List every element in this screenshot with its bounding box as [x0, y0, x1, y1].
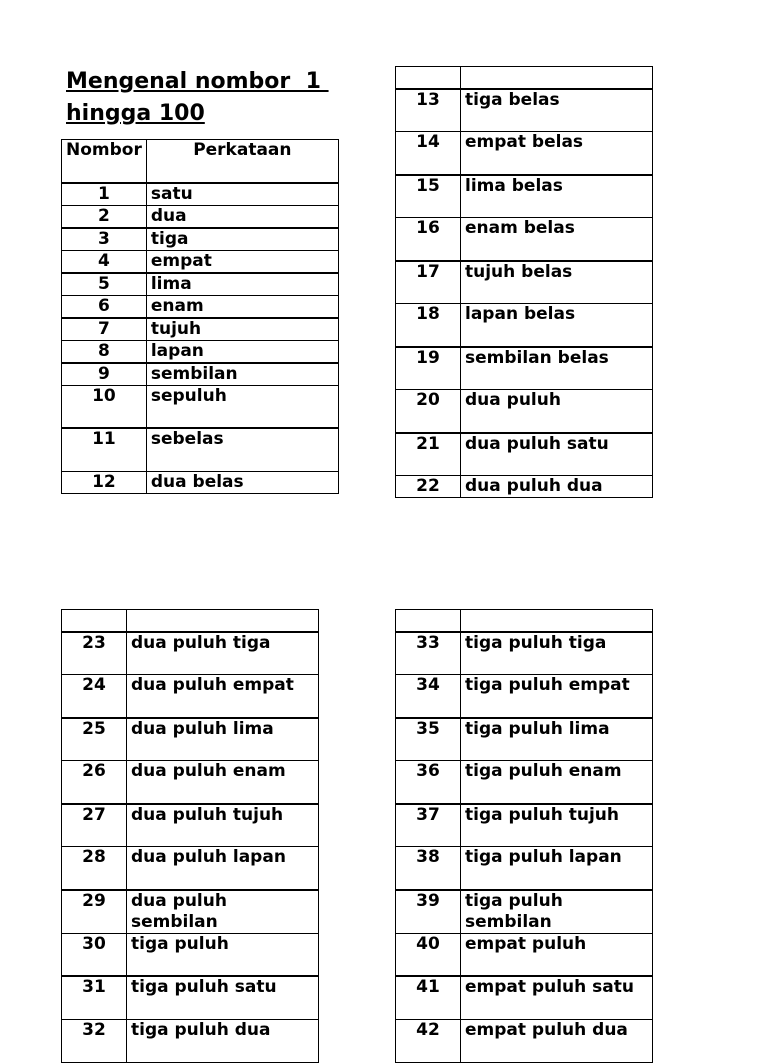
- row-number: 9: [62, 363, 147, 386]
- row-number: 27: [62, 804, 127, 847]
- row-word: dua puluh lima: [127, 718, 319, 761]
- number-table-1-to-12: [61, 139, 339, 494]
- table-row: [396, 804, 653, 847]
- row-number: 15: [396, 175, 461, 218]
- table-row: [396, 175, 653, 218]
- row-word: enam belas: [461, 218, 653, 261]
- row-word: dua puluh dua: [461, 476, 653, 498]
- row-word: empat puluh dua: [461, 1019, 653, 1062]
- table-row: [62, 847, 319, 890]
- row-number: 3: [62, 228, 147, 251]
- row-word: tiga puluh sembilan: [461, 890, 653, 934]
- table-row: [62, 804, 319, 847]
- empty-header-cell: [127, 610, 319, 632]
- row-number: 22: [396, 476, 461, 498]
- table-row: [396, 218, 653, 261]
- row-number: 20: [396, 390, 461, 433]
- table-row: [62, 976, 319, 1019]
- row-word: dua puluh: [461, 390, 653, 433]
- table-row: [396, 761, 653, 804]
- row-number: 32: [62, 1019, 127, 1062]
- row-number: 38: [396, 847, 461, 890]
- table-row: [62, 295, 339, 318]
- row-word: sembilan: [146, 363, 338, 386]
- number-table-33-to-42: [395, 609, 653, 1063]
- table-row: [396, 847, 653, 890]
- header-number: Nombor: [62, 140, 147, 183]
- row-word: lapan belas: [461, 304, 653, 347]
- row-word: sembilan belas: [461, 347, 653, 390]
- row-word: tiga puluh tujuh: [461, 804, 653, 847]
- row-word: tiga puluh lapan: [461, 847, 653, 890]
- table-row: [62, 718, 319, 761]
- row-word: empat belas: [461, 132, 653, 175]
- row-number: 30: [62, 933, 127, 976]
- table-row: [62, 471, 339, 493]
- table-row: [62, 632, 319, 675]
- row-word: dua belas: [146, 471, 338, 493]
- row-number: 19: [396, 347, 461, 390]
- table-row: [396, 976, 653, 1019]
- empty-header-cell: [396, 67, 461, 89]
- table-row: [62, 761, 319, 804]
- row-word: sepuluh: [146, 385, 338, 428]
- row-word: tiga belas: [461, 89, 653, 132]
- row-number: 13: [396, 89, 461, 132]
- row-number: 10: [62, 385, 147, 428]
- table-row: [396, 89, 653, 132]
- row-number: 1: [62, 183, 147, 206]
- table-row: [396, 675, 653, 718]
- row-word: tiga puluh tiga: [461, 632, 653, 675]
- row-number: 42: [396, 1019, 461, 1062]
- row-word: dua puluh satu: [461, 433, 653, 476]
- row-word: tiga puluh: [127, 933, 319, 976]
- row-number: 21: [396, 433, 461, 476]
- row-word: tiga puluh dua: [127, 1019, 319, 1062]
- table-row: [396, 890, 653, 934]
- row-word: sebelas: [146, 428, 338, 471]
- table-row: [396, 347, 653, 390]
- row-word: empat: [146, 250, 338, 273]
- empty-header-cell: [461, 67, 653, 89]
- row-number: 24: [62, 675, 127, 718]
- title-line-1: Mengenal nombor 1: [66, 69, 329, 94]
- row-number: 18: [396, 304, 461, 347]
- row-word: tiga puluh satu: [127, 976, 319, 1019]
- row-word: lima: [146, 273, 338, 296]
- table-row: [396, 476, 653, 498]
- row-number: 5: [62, 273, 147, 296]
- row-word: dua: [146, 205, 338, 228]
- row-word: dua puluh tiga: [127, 632, 319, 675]
- row-number: 33: [396, 632, 461, 675]
- row-number: 41: [396, 976, 461, 1019]
- table-row: [396, 1019, 653, 1062]
- row-word: tujuh belas: [461, 261, 653, 304]
- row-word: tiga puluh enam: [461, 761, 653, 804]
- table-row: [62, 428, 339, 471]
- table-row: [396, 718, 653, 761]
- row-number: 6: [62, 295, 147, 318]
- table-row: [62, 933, 319, 976]
- empty-header-cell: [396, 610, 461, 632]
- row-number: 25: [62, 718, 127, 761]
- title-line-2: hingga 100: [66, 101, 205, 126]
- table-row: [396, 261, 653, 304]
- row-number: 11: [62, 428, 147, 471]
- table-header-row: [62, 610, 319, 632]
- row-word: dua puluh tujuh: [127, 804, 319, 847]
- row-number: 4: [62, 250, 147, 273]
- row-number: 39: [396, 890, 461, 934]
- row-number: 31: [62, 976, 127, 1019]
- empty-header-cell: [461, 610, 653, 632]
- table-row: [62, 363, 339, 386]
- table-row: [62, 183, 339, 206]
- table-row: [62, 385, 339, 428]
- row-word: tiga puluh empat: [461, 675, 653, 718]
- row-number: 40: [396, 933, 461, 976]
- empty-header-cell: [62, 610, 127, 632]
- table-row: [62, 1019, 319, 1062]
- table-row: [396, 933, 653, 976]
- table-row: [62, 318, 339, 341]
- table-row: [62, 675, 319, 718]
- table-row: [396, 433, 653, 476]
- row-number: 17: [396, 261, 461, 304]
- page-title: [66, 66, 329, 130]
- table-header-row: [396, 610, 653, 632]
- row-number: 26: [62, 761, 127, 804]
- row-number: 16: [396, 218, 461, 261]
- row-word: lapan: [146, 340, 338, 363]
- row-word: tujuh: [146, 318, 338, 341]
- row-number: 2: [62, 205, 147, 228]
- row-word: dua puluh empat: [127, 675, 319, 718]
- row-word: lima belas: [461, 175, 653, 218]
- row-number: 29: [62, 890, 127, 934]
- table-header-row: [62, 140, 339, 183]
- table-row: [396, 304, 653, 347]
- number-table-13-to-22: [395, 66, 653, 498]
- row-word: dua puluh lapan: [127, 847, 319, 890]
- table-row: [62, 340, 339, 363]
- table-row: [396, 390, 653, 433]
- row-number: 35: [396, 718, 461, 761]
- table-row: [62, 890, 319, 934]
- table-row: [396, 132, 653, 175]
- row-number: 14: [396, 132, 461, 175]
- row-number: 8: [62, 340, 147, 363]
- row-word: tiga: [146, 228, 338, 251]
- row-number: 34: [396, 675, 461, 718]
- row-word: empat puluh satu: [461, 976, 653, 1019]
- row-number: 37: [396, 804, 461, 847]
- row-number: 36: [396, 761, 461, 804]
- row-number: 12: [62, 471, 147, 493]
- row-word: empat puluh: [461, 933, 653, 976]
- row-word: dua puluh sembilan: [127, 890, 319, 934]
- table-row: [396, 632, 653, 675]
- row-number: 7: [62, 318, 147, 341]
- row-word: dua puluh enam: [127, 761, 319, 804]
- header-word: Perkataan: [146, 140, 338, 183]
- table-row: [62, 273, 339, 296]
- row-number: 28: [62, 847, 127, 890]
- row-number: 23: [62, 632, 127, 675]
- row-word: enam: [146, 295, 338, 318]
- table-row: [62, 205, 339, 228]
- row-word: satu: [146, 183, 338, 206]
- table-header-row: [396, 67, 653, 89]
- number-table-23-to-32: [61, 609, 319, 1063]
- row-word: tiga puluh lima: [461, 718, 653, 761]
- table-row: [62, 250, 339, 273]
- table-row: [62, 228, 339, 251]
